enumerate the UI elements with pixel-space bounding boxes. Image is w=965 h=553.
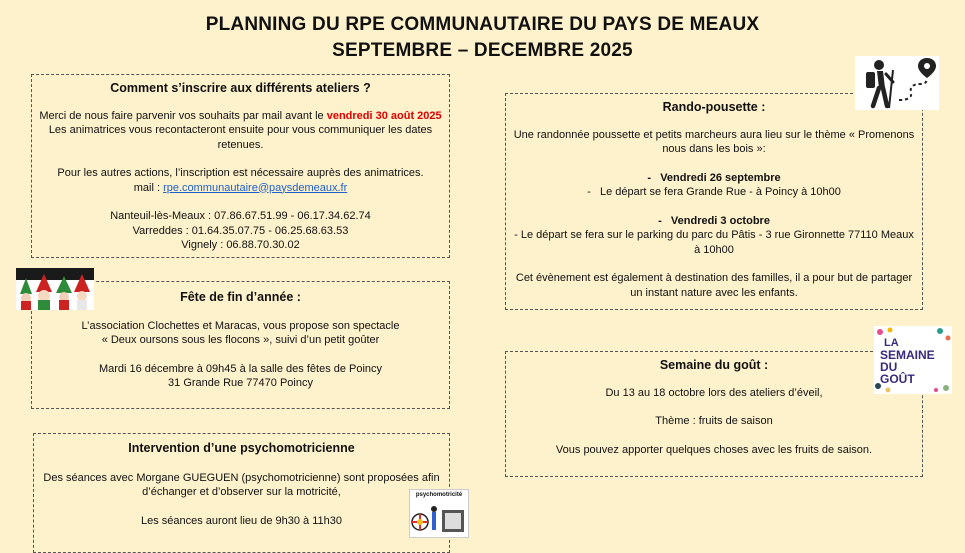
mail-line: mail : rpe.communautaire@paysdemeaux.fr xyxy=(133,181,348,194)
fete-heading: Fête de fin d’année : xyxy=(180,290,301,304)
semaine-du-gout-logo xyxy=(874,326,952,394)
gout-section xyxy=(505,351,923,477)
psycho-heading: Intervention d’une psychomotricienne xyxy=(128,441,355,455)
fete-line2: « Deux oursons sous les flocons », suivi d’un petit goûter xyxy=(101,334,380,346)
psycho-line3: Les séances auront lieu de 9h30 à 11h30 xyxy=(140,514,342,527)
rando-detail2a: - Le départ se fera sur le parking du parc du Pâtis - 3 rue Gironnette 77110 Meaux xyxy=(514,229,914,241)
psychomotricite-label: psychomotricité xyxy=(415,492,463,498)
rando-date1: - Vendredi 26 septembre xyxy=(647,171,781,184)
rando-line1: Une randonnée poussette et petits marcheurs aura lieu sur le thème « Promenons xyxy=(513,128,915,141)
rando-line2: nous dans les bois »: xyxy=(662,143,766,155)
fete-line1: L’association Clochettes et Maracas, vous propose son spectacle xyxy=(81,319,400,332)
gout-line1: Du 13 au 18 octobre lors des ateliers d’éveil, xyxy=(605,386,823,399)
phone-varreddes: Varreddes : 01.64.35.07.75 - 06.25.68.63.53 xyxy=(132,224,349,237)
psycho-section xyxy=(33,433,450,553)
mail-link[interactable]: rpe.communautaire@paysdemeaux.fr xyxy=(163,181,348,194)
svg-text:LA: LA xyxy=(884,337,899,349)
psycho-line1: Des séances avec Morgane GUEGUEN (psychomotricienne) sont proposées afin xyxy=(43,471,440,484)
rando-line4: un instant nature avec les enfants. xyxy=(630,286,798,299)
phone-nanteuil: Nanteuil-lès-Meaux : 07.86.67.51.99 - 06.17.34.62.74 xyxy=(110,210,371,222)
rando-heading: Rando-pousette : xyxy=(662,100,766,114)
page-subtitle: SEPTEMBRE – DECEMBRE 2025 xyxy=(332,40,633,61)
inscription-line2: Les animatrices vous recontacteront ensuite pour vous communiquer les dates xyxy=(48,124,433,136)
inscription-heading: Comment s’inscrire aux différents ateliers ? xyxy=(110,81,371,95)
inscription-line1: Merci de nous faire parvenir vos souhaits par mail avant le vendredi 30 août 2025 xyxy=(39,109,442,122)
gout-line3: Vous pouvez apporter quelques choses avec les fruits de saison. xyxy=(555,443,873,456)
fete-line3: Mardi 16 décembre à 09h45 à la salle des fêtes de Poincy xyxy=(98,362,383,375)
gout-line2: Thème : fruits de saison xyxy=(655,415,773,427)
inscription-line4: Pour les autres actions, l’inscription est nécessaire auprès des animatrices. xyxy=(57,167,424,179)
deadline-date: vendredi 30 août 2025 xyxy=(326,109,442,122)
phone-vignely: Vignely : 06.88.70.30.02 xyxy=(181,239,300,251)
rando-detail2b: à 10h00 xyxy=(694,243,734,256)
gout-heading: Semaine du goût : xyxy=(659,358,769,372)
inscription-line3: retenues. xyxy=(217,138,264,151)
rando-section xyxy=(505,93,923,310)
svg-text:SEMAINE: SEMAINE xyxy=(880,348,935,362)
page-title: PLANNING DU RPE COMMUNAUTAIRE DU PAYS DE MEAUX xyxy=(205,14,760,35)
fete-line4: 31 Grande Rue 77470 Poincy xyxy=(168,377,313,389)
inscription-section xyxy=(31,74,450,258)
psychomotricite-image xyxy=(409,489,469,538)
svg-text:DU: DU xyxy=(880,360,898,374)
svg-text:GOÛT: GOÛT xyxy=(880,372,915,386)
hiker-route-icon xyxy=(855,56,939,110)
rando-line3: Cet évènement est également à destination des familles, il a pour but de partager xyxy=(515,272,913,284)
rando-date2: - Vendredi 3 octobre xyxy=(658,214,770,227)
psycho-line2: d’échanger et d’observer sur la motricité, xyxy=(142,486,341,498)
rando-detail1: - Le départ se fera Grande Rue - à Poincy à 10h00 xyxy=(587,186,841,198)
christmas-gnomes-image xyxy=(16,268,94,310)
